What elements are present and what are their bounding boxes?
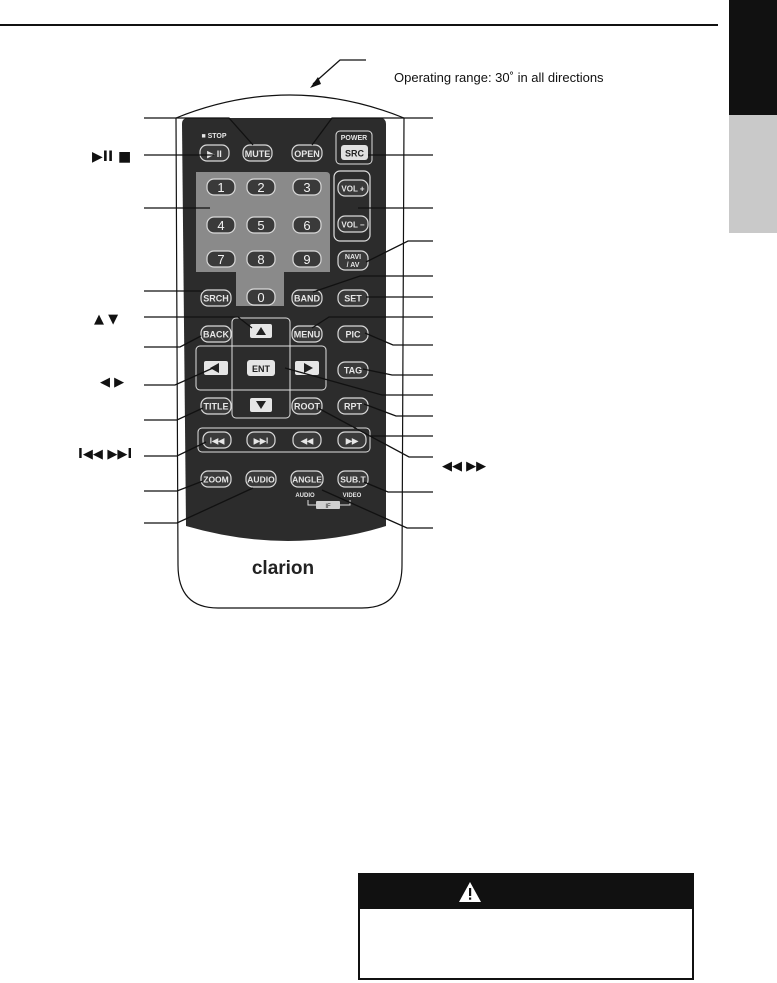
tag-button[interactable] xyxy=(338,362,368,378)
key-3-label: 3 xyxy=(303,180,311,195)
key-5[interactable] xyxy=(247,217,275,233)
root-button[interactable] xyxy=(292,398,322,414)
key-0-label: 0 xyxy=(257,290,265,305)
prev-track-label: I◀◀ xyxy=(209,436,225,446)
ent-button[interactable] xyxy=(247,360,275,376)
fast-forward-button[interactable] xyxy=(338,432,366,448)
key-9-label: 9 xyxy=(303,252,311,267)
play-pause-label: ▶ II xyxy=(207,149,222,159)
video-mode-label: VIDEO xyxy=(342,493,362,499)
key-7[interactable] xyxy=(207,251,235,267)
band-label: BAND xyxy=(294,293,320,304)
power-hint: POWER xyxy=(340,135,368,142)
navi-label: NAVI xyxy=(344,254,362,261)
up-down-icon-label: ▲ ▼ xyxy=(94,312,119,327)
rewind-button[interactable] xyxy=(293,432,321,448)
key-9[interactable] xyxy=(293,251,321,267)
search-icon-label: ◀◀ ▶▶ xyxy=(442,459,487,474)
vol-down-button[interactable] xyxy=(338,216,368,232)
key-2[interactable] xyxy=(247,179,275,195)
key-6[interactable] xyxy=(293,217,321,233)
audio-button[interactable] xyxy=(246,471,276,487)
subt-label: SUB.T xyxy=(340,474,366,485)
angle-label: ANGLE xyxy=(292,474,322,485)
next-track-button[interactable] xyxy=(247,432,275,448)
set-button[interactable] xyxy=(338,290,368,306)
left-button[interactable] xyxy=(204,361,228,375)
vol-down-label: VOL − xyxy=(341,220,365,230)
audio-mode-label: AUDIO xyxy=(295,493,315,499)
menu-label: MENU xyxy=(293,329,321,340)
tag-label: TAG xyxy=(343,365,363,376)
prev-track-button[interactable] xyxy=(203,432,231,448)
switch-label: IF xyxy=(325,504,331,510)
title-button[interactable] xyxy=(201,398,231,414)
srch-label: SRCH xyxy=(203,293,229,304)
set-label: SET xyxy=(344,293,362,304)
back-button[interactable] xyxy=(201,326,231,342)
key-3[interactable] xyxy=(293,179,321,195)
left-right-icon-label: ◀ ▶ xyxy=(100,375,125,390)
key-4-label: 4 xyxy=(217,218,225,233)
srch-button[interactable] xyxy=(201,290,231,306)
down-button[interactable] xyxy=(250,398,272,412)
key-4[interactable] xyxy=(207,217,235,233)
src-label: SRC xyxy=(344,148,365,159)
key-5-label: 5 xyxy=(257,218,265,233)
key-8[interactable] xyxy=(247,251,275,267)
mute-label: MUTE xyxy=(244,149,271,159)
skip-icon-label: I◀◀ ▶▶I xyxy=(78,447,133,462)
pic-button[interactable] xyxy=(338,326,368,342)
root-label: ROOT xyxy=(294,401,320,412)
subt-button[interactable] xyxy=(338,471,368,487)
caution-header xyxy=(360,875,692,909)
up-button[interactable] xyxy=(250,324,272,338)
caution-box xyxy=(358,873,694,980)
key-6-label: 6 xyxy=(303,218,311,233)
key-8-label: 8 xyxy=(257,252,265,267)
menu-button[interactable] xyxy=(292,326,322,342)
brand-logo: clarion xyxy=(251,558,315,579)
play-stop-icon-label: ▶II ■ xyxy=(92,149,132,165)
rewind-label: ◀◀ xyxy=(300,436,314,446)
rpt-button[interactable] xyxy=(338,398,368,414)
navi-av-button[interactable] xyxy=(338,251,368,270)
angle-button[interactable] xyxy=(291,471,323,487)
vol-up-label: VOL + xyxy=(341,184,365,194)
fast-forward-label: ▶▶ xyxy=(345,436,359,446)
key-1[interactable] xyxy=(207,179,235,195)
band-button[interactable] xyxy=(292,290,322,306)
open-label: OPEN xyxy=(294,149,320,159)
key-7-label: 7 xyxy=(217,252,225,267)
key-1-label: 1 xyxy=(217,180,225,195)
operating-range-note: Operating range: 30˚ in all directions xyxy=(394,70,604,85)
warning-icon xyxy=(458,881,482,903)
key-2-label: 2 xyxy=(257,180,265,195)
open-button[interactable] xyxy=(292,145,322,161)
mute-button[interactable] xyxy=(243,145,272,161)
vol-up-button[interactable] xyxy=(338,180,368,196)
zoom-button[interactable] xyxy=(201,471,231,487)
zoom-label: ZOOM xyxy=(203,474,229,485)
src-button[interactable] xyxy=(341,145,368,160)
pic-label: PIC xyxy=(345,329,361,340)
key-0[interactable] xyxy=(247,289,275,305)
title-label: TITLE xyxy=(203,401,229,412)
audio-video-switch[interactable] xyxy=(316,501,340,510)
rpt-label: RPT xyxy=(344,401,362,412)
audio-label: AUDIO xyxy=(247,474,275,485)
next-track-label: ▶▶I xyxy=(253,436,269,446)
stop-hint: ■ STOP xyxy=(201,133,227,140)
av-label: / AV xyxy=(346,262,360,269)
back-label: BACK xyxy=(203,329,229,340)
play-pause-button[interactable] xyxy=(200,145,229,161)
ir-range-leader xyxy=(313,60,366,84)
right-button[interactable] xyxy=(295,361,319,375)
ent-label: ENT xyxy=(252,364,270,374)
